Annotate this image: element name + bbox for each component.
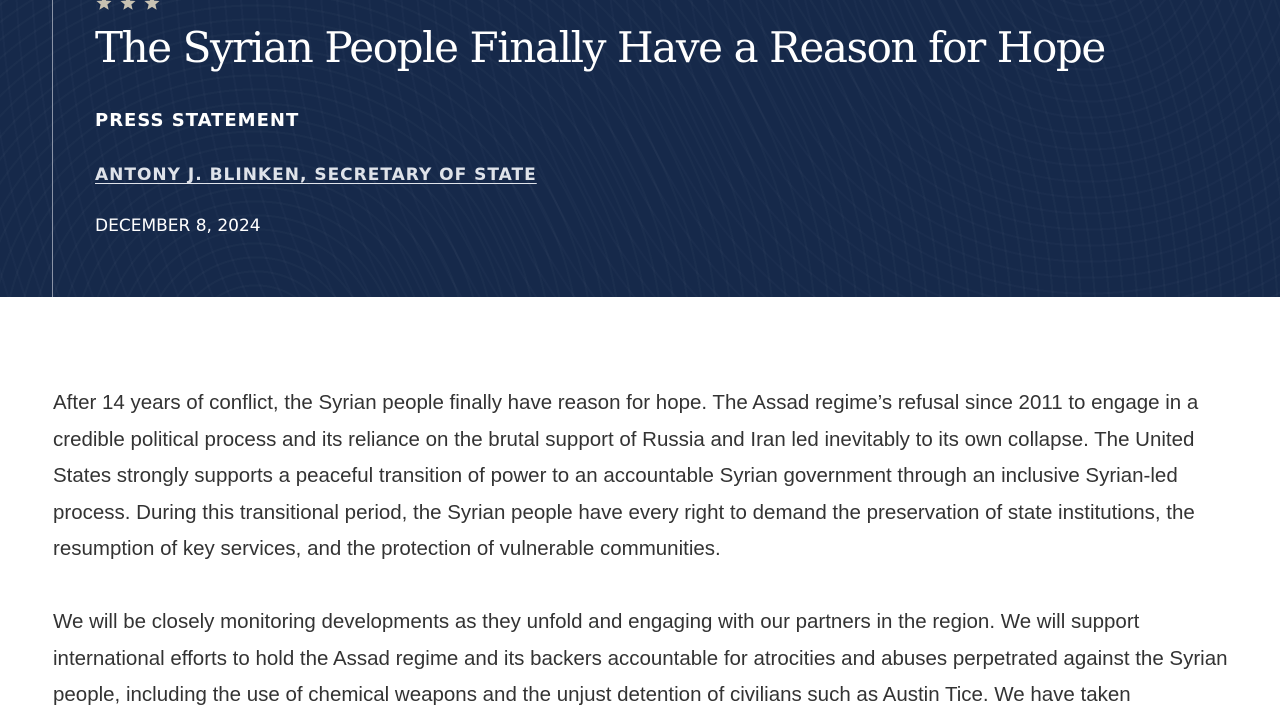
header-vertical-rule: [52, 0, 53, 297]
article-paragraph: After 14 years of conflict, the Syrian people finally have reason for hope. The Assad regime’s refusal since 2011 to engage in a credible political process and its reliance on the brutal support of Russia and Iran led inevitably to its own collapse. The United States strongly supports a peaceful transition of power to an accountable Syrian government through an inclusive Syrian-led process. During this transitional period, the Syrian people have every right to demand the preservation of state institutions, the resumption of key services, and the protection of vulnerable communities.: [53, 391, 1199, 561]
publication-date: DECEMBER 8, 2024: [95, 216, 261, 236]
star-icon: [143, 0, 161, 12]
press-statement-header: [0, 0, 1280, 297]
author-link[interactable]: ANTONY J. BLINKEN, SECRETARY OF STATE: [95, 165, 537, 185]
content-type-label: PRESS STATEMENT: [95, 110, 300, 131]
star-icon: [119, 0, 137, 12]
article-body: [53, 385, 1243, 720]
article-paragraph: We will be closely monitoring developments as they unfold and engaging with our partners in the region. We will support international efforts to hold the Assad regime and its backers accountable for atrocities and abuses perpetrated against the Syrian people, including the use of chemical weapons and the unjust detention of civilians such as Austin Tice. We have taken: [53, 609, 1228, 707]
star-ornament: [95, 0, 161, 14]
page-title: The Syrian People Finally Have a Reason for Hope: [95, 23, 1105, 72]
star-icon: [95, 0, 113, 12]
